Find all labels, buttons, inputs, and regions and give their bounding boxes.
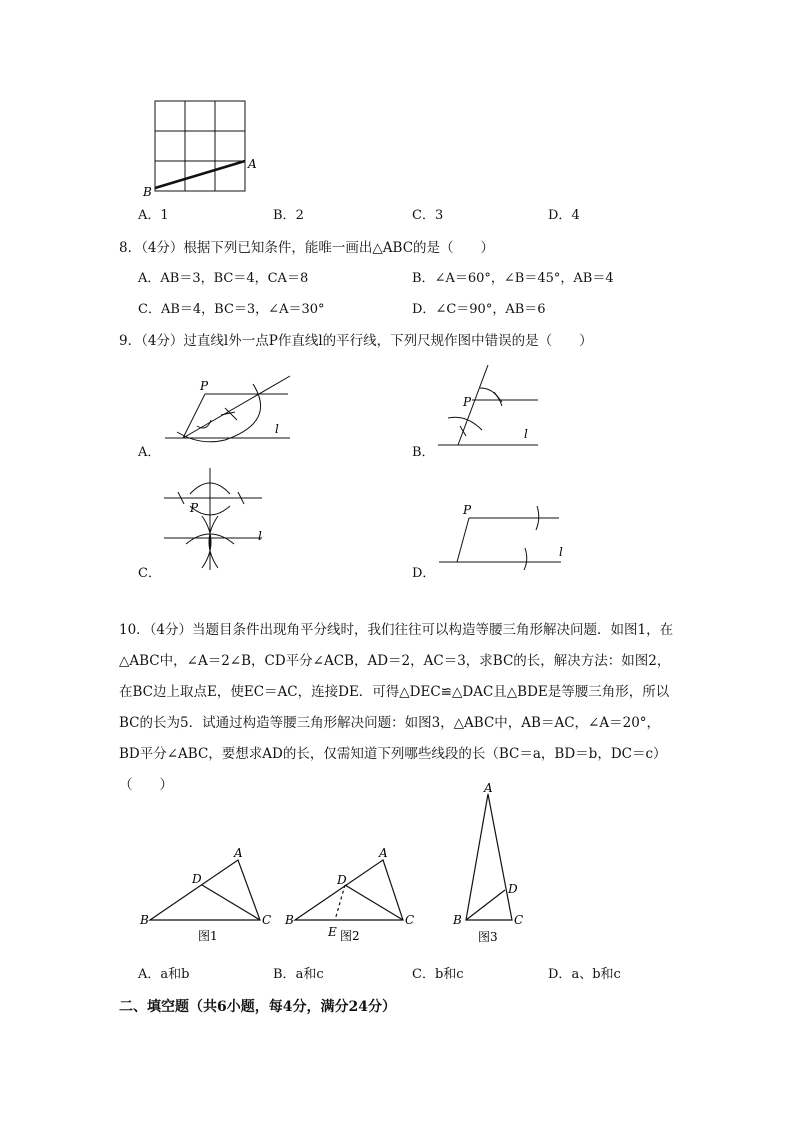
q9-figure-b bbox=[430, 360, 550, 455]
q10-figure-3 bbox=[448, 780, 538, 948]
fig2-label-c: C bbox=[405, 913, 415, 927]
fig1-caption: 图1 bbox=[198, 929, 218, 943]
q9b-label-l: l bbox=[524, 427, 528, 441]
q9-option-b[interactable]: B． bbox=[412, 445, 435, 460]
q7-option-b[interactable]: B．2 bbox=[273, 208, 304, 223]
q9d-label-p: P bbox=[463, 503, 472, 517]
q8-option-b[interactable]: B．∠A＝60°，∠B＝45°，AB＝4 bbox=[412, 271, 614, 286]
q10-option-a[interactable]: A．a和b bbox=[138, 967, 190, 982]
fig1-label-d: D bbox=[192, 872, 202, 886]
fig3-caption: 图3 bbox=[478, 930, 498, 944]
q9-option-c[interactable]: C． bbox=[138, 566, 161, 581]
q9c-label-p: P bbox=[190, 501, 199, 515]
fig1-label-b: B bbox=[140, 913, 149, 927]
q8-stem: 8．（4分）根据下列已知条件，能唯一画出△ABC的是（ ） bbox=[119, 240, 495, 256]
q9-figure-d bbox=[435, 498, 565, 570]
fig3-label-a: A bbox=[484, 781, 493, 795]
q10-option-b[interactable]: B．a和c bbox=[273, 967, 324, 982]
fig2-label-e: E bbox=[328, 925, 337, 939]
q10-stem: 10．（4分）当题目条件出现角平分线时，我们往往可以构造等腰三角形解决问题．如图1，在△ABC中，∠A＝2∠B，CD平分∠ACB，AD＝2，AC＝3，求BC的长，解决方法：如图2，在BC边上取点E，使EC＝AC，连接DE．可得△DEC≌△DAC且△BDE是等腰三角形，所以BC的长为5．试通过构造等腰三角形解决问题：如图3，△ABC中，AB＝AC，∠A＝20°，BD平分∠ABC，要想求AD的长，仅需知道下列哪些线段的长（BC＝a，BD＝b，DC＝c）（ ） bbox=[119, 622, 674, 793]
section-2-title: 二、填空题（共6小题，每4分，满分24分） bbox=[119, 999, 396, 1015]
q8-option-a[interactable]: A．AB＝3，BC＝4，CA＝8 bbox=[138, 271, 309, 286]
fig1-label-c: C bbox=[262, 913, 272, 927]
q9-option-a[interactable]: A． bbox=[138, 445, 161, 460]
q7-option-d[interactable]: D．4 bbox=[548, 208, 580, 223]
q9-figure-c bbox=[158, 466, 270, 572]
q9c-label-l: l bbox=[258, 529, 262, 543]
q10-option-c[interactable]: C．b和c bbox=[412, 967, 464, 982]
fig1-label-a: A bbox=[234, 846, 243, 860]
q9-figure-a bbox=[155, 370, 300, 450]
fig2-label-d: D bbox=[337, 873, 347, 887]
q10-figure-2 bbox=[283, 840, 423, 950]
fig3-label-c: C bbox=[514, 913, 524, 927]
fig3-label-d: D bbox=[508, 882, 518, 896]
q7-option-a[interactable]: A．1 bbox=[138, 208, 169, 223]
label-a: A bbox=[248, 157, 257, 171]
q10-figure-1 bbox=[138, 840, 278, 950]
q9-stem: 9．（4分）过直线l外一点P作直线l的平行线，下列尺规作图中错误的是（ ） bbox=[119, 333, 593, 349]
q8-option-c[interactable]: C．AB＝4，BC＝3，∠A＝30° bbox=[138, 302, 325, 317]
q9d-label-l: l bbox=[559, 545, 563, 559]
q9b-label-p: P bbox=[463, 395, 472, 409]
q10-option-d[interactable]: D．a、b和c bbox=[548, 967, 621, 982]
q9-option-d[interactable]: D． bbox=[412, 566, 436, 581]
q7-grid-figure bbox=[140, 95, 270, 200]
segment-ab bbox=[155, 161, 245, 188]
q9a-label-p: P bbox=[200, 379, 209, 393]
q9a-label-l: l bbox=[275, 422, 279, 436]
q7-option-c[interactable]: C．3 bbox=[412, 208, 444, 223]
fig3-label-b: B bbox=[453, 913, 462, 927]
label-b: B bbox=[143, 185, 152, 199]
fig2-label-b: B bbox=[285, 913, 294, 927]
q8-option-d[interactable]: D．∠C＝90°，AB＝6 bbox=[412, 302, 546, 317]
fig2-label-a: A bbox=[379, 846, 388, 860]
fig2-caption: 图2 bbox=[340, 929, 360, 943]
